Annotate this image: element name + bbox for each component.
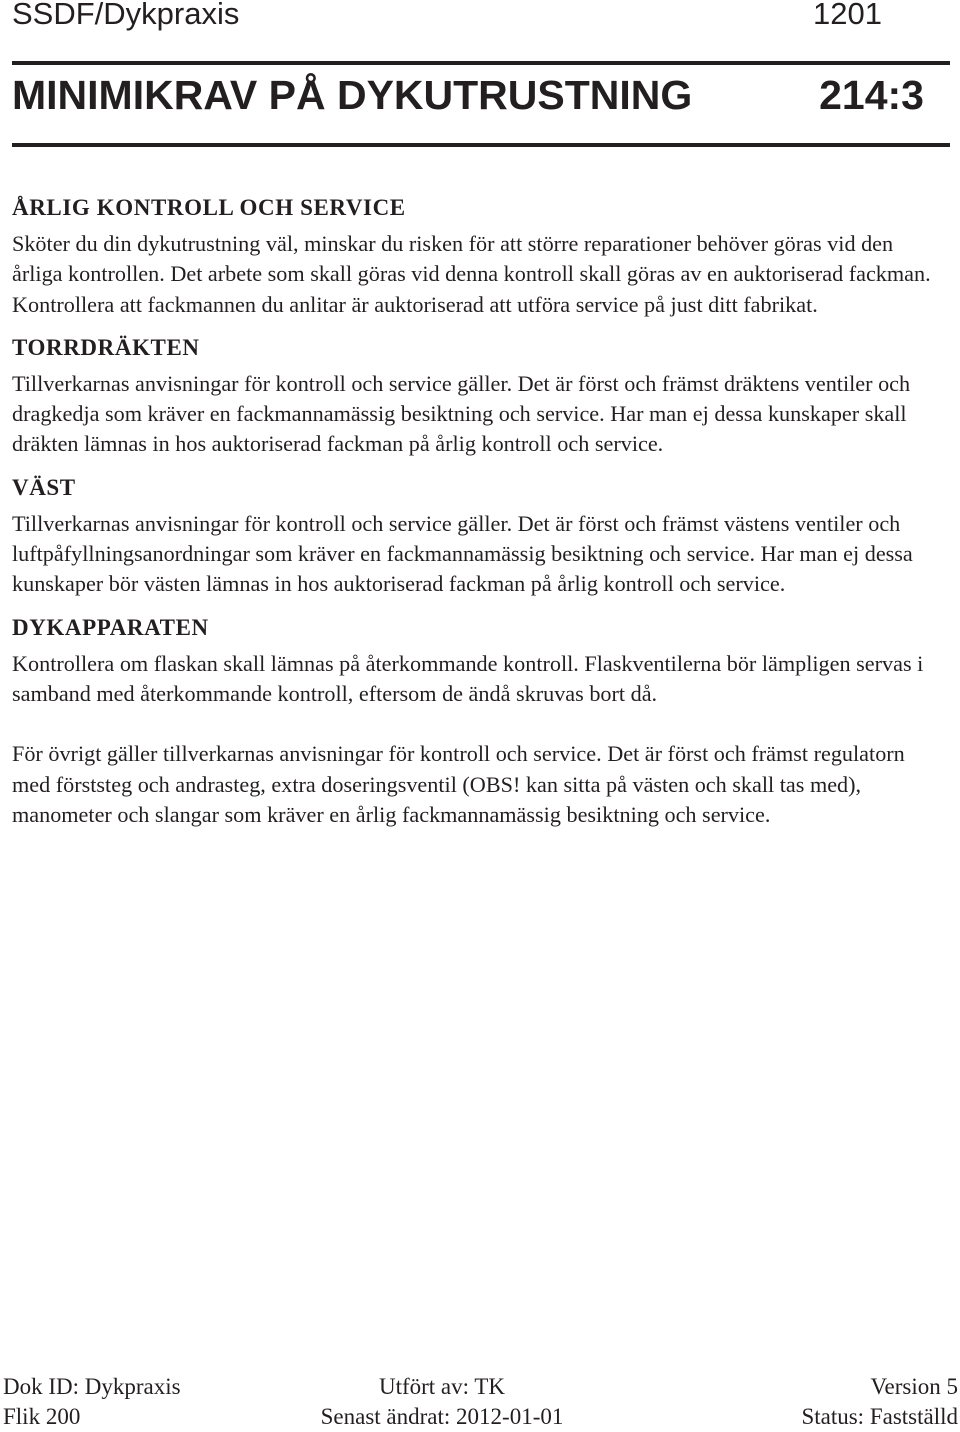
header-org: SSDF/Dykpraxis — [12, 0, 240, 31]
section-annual-control — [12, 192, 947, 320]
section-heading: ÅRLIG KONTROLL OCH SERVICE — [12, 195, 406, 220]
footer-tab: Flik 200 — [3, 1404, 81, 1429]
section-paragraph-extra: För övrigt gäller tillverkarnas anvisningar för kontroll och service. Det är först och främst regulatorn med förststeg och andrasteg, extra doseringsventil (OBS! kan sitta på västen och skall tas med), manometer och slangar som kräver en årlig fackmannamässig besiktning och service. — [12, 741, 905, 827]
section-paragraph: Tillverkarnas anvisningar för kontroll och service gäller. Det är först och främst västens ventiler och luftpåfyllningsanordningar som kräver en fackmannamässig besiktning och service. Har man ej dessa kunskaper bör västen lämnas in hos auktoriserad fackman på årlig kontroll och service. — [12, 510, 913, 597]
section-heading: DYKAPPARATEN — [12, 614, 209, 640]
footer-performed-by: Utfört av: TK — [378, 1374, 506, 1399]
section-heading: VÄST — [12, 474, 76, 500]
header-page-number: 1201 — [813, 0, 882, 31]
section-drysuit — [12, 332, 947, 460]
section-paragraph: Kontrollera om flaskan skall lämnas på återkommande kontroll. Flaskventilerna bör lämpligen servas i samband med återkommande kontroll, eftersom de ändå skruvas bort då. — [12, 650, 924, 706]
section-paragraph: Tillverkarnas anvisningar för kontroll och service gäller. Det är först och främst dräktens ventiler och dragkedja som kräver en fackmannamässig besiktning och service. Har man ej dessa kunskaper skall dräkten lämnas in hos auktoriserad fackman på årlig kontroll och service. — [12, 370, 911, 457]
document-body — [12, 192, 947, 842]
footer-version: Version 5 — [870, 1374, 958, 1399]
section-vest — [12, 472, 947, 600]
page-title: MINIMIKRAV PÅ DYKUTRUSTNING — [12, 72, 693, 118]
section-scuba — [12, 612, 947, 830]
top-rule — [12, 61, 950, 65]
footer-doc-id: Dok ID: Dykpraxis — [3, 1374, 181, 1399]
bottom-rule — [12, 143, 950, 147]
document-number: 214:3 — [819, 72, 924, 118]
section-heading: TORRDRÄKTEN — [12, 334, 200, 360]
section-paragraph: Sköter du din dykutrustning väl, minskar du risken för att större reparationer behöver göras vid den årliga kontrollen. Det arbete som skall göras vid denna kontroll skall göras av en auktoriserad fackman. Kontrollera att fackmannen du anlitar är auktoriserad att utföra service på just ditt fabrikat. — [12, 231, 931, 317]
footer-last-changed: Senast ändrat: 2012-01-01 — [320, 1404, 564, 1429]
footer-status: Status: Fastställd — [801, 1404, 958, 1429]
